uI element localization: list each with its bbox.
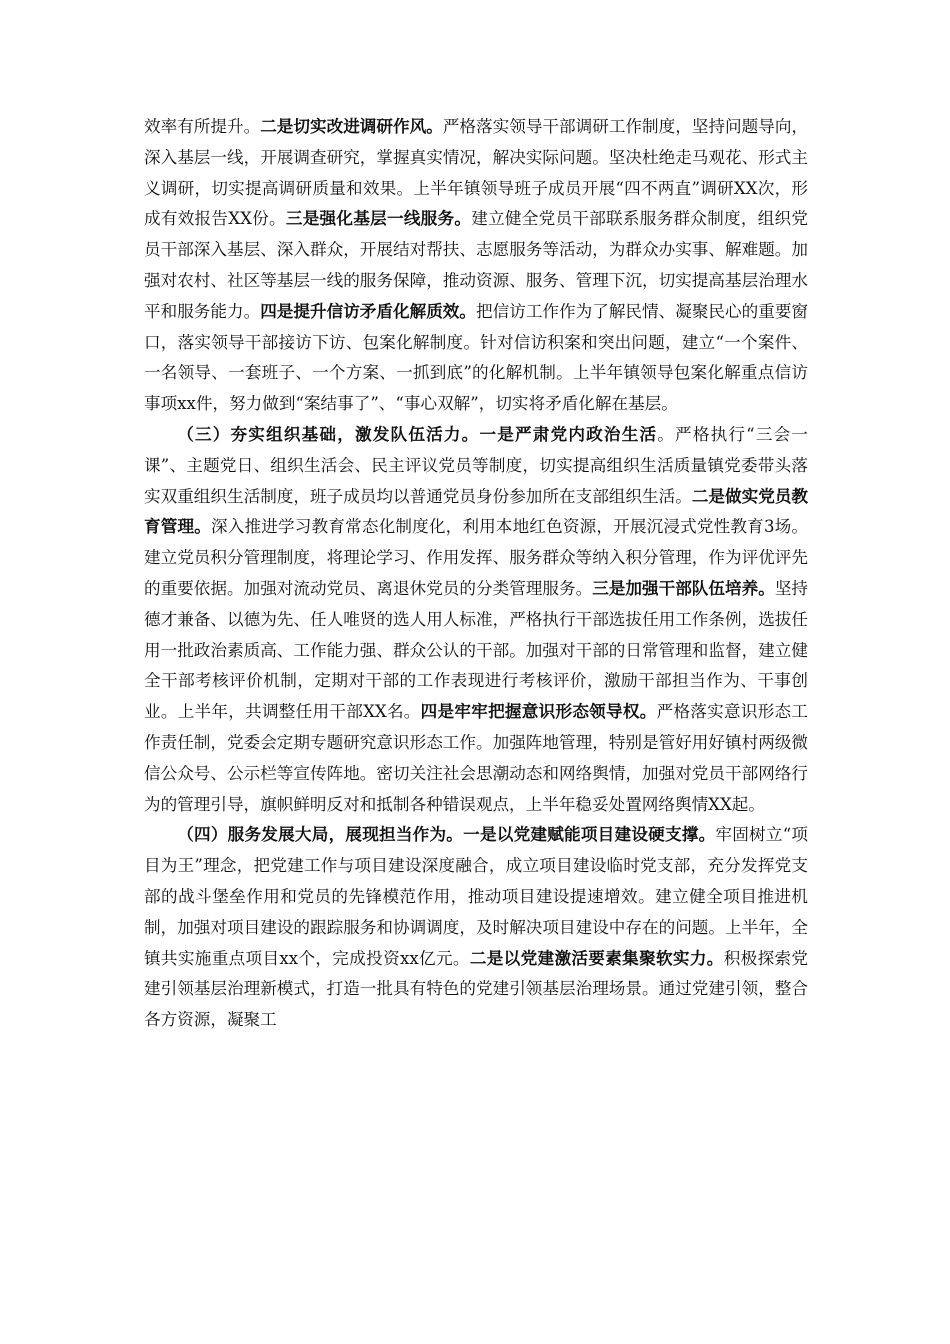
section-heading: （三）夯实组织基础，激发队伍活力。: [177, 424, 480, 444]
bold-heading-segment: 三是加强干部队伍培养。: [592, 578, 775, 598]
document-page: [144, 112, 808, 1036]
text-segment: 效率有所提升。: [144, 117, 261, 136]
text-segment: 坚持德才兼备、以德为先、任人唯贤的选人用人标准，严格执行干部选拔任用工作条例，选拔任用一批政治素质高、工作能力强、群众公认的干部。加强对干部的日常管理和监督，建立健全干部考核评价机制，定期对干部的工作表现进行考核评价，激励干部担当作为、干事创业。上半年，共调整任用干部XX名。: [144, 578, 809, 722]
bold-heading-segment: 三是强化基层一线服务。: [285, 209, 472, 229]
text-segment: 。严格执行“三会一课”、主题党日、组织生活会、民主评议党员等制度，切实提高组织生活质量镇党委带头落实双重组织生活制度，班子成员均以普通党员身份参加所在支部组织生活。: [144, 424, 809, 506]
section-heading: （四）服务发展大局，展现担当作为。: [177, 825, 464, 845]
text-segment: 严格落实领导干部调研工作制度，坚持问题导向，深入基层一线，开展调查研究，掌握真实情况，解决实际问题。坚决杜绝走马观花、形式主义调研，切实提高调研质量和效果。上半年镇领导班子成员开展“四不两直”调研XX次，形成有效报告XX份。: [144, 117, 809, 229]
paragraph-2: [144, 420, 808, 820]
text-segment: 建立健全党员干部联系服务群众制度，组织党员干部深入基层、深入群众，开展结对帮扶、志愿服务等活动，为群众办实事、解难题。加强对农村、社区等基层一线的服务保障，推动资源、服务、管理下沉，切实提高基层治理水平和服务能力。: [144, 209, 809, 321]
bold-heading-segment: 四是提升信访矛盾化解质效。: [260, 301, 477, 321]
bold-heading-segment: 四是牢牢把握意识形态领导权。: [420, 702, 657, 722]
bold-heading-segment: 一是严肃党内政治生活: [479, 424, 658, 444]
text-segment: 严格落实意识形态工作责任制，党委会定期专题研究意识形态工作。加强阵地管理，特别是管好用好镇村两级微信公众号、公示栏等宣传阵地。密切关注社会思潮动态和网络舆情，加强对党员干部网络行为的管理引导，旗帜鲜明反对和抵制各种错误观点，上半年稳妥处置网络舆情XX起。: [144, 702, 808, 814]
text-segment: 积极探索党建引领基层治理新模式，打造一批具有特色的党建引领基层治理场景。通过党建引领，整合各方资源，凝聚工: [144, 948, 809, 1030]
paragraph-3: [144, 820, 808, 1036]
paragraph-1: [144, 112, 808, 420]
bold-heading-segment: 二是做实党员教育管理。: [144, 486, 809, 537]
text-segment: 深入推进学习教育常态化制度化，利用本地红色资源，开展沉浸式党性教育3场。建立党员积分管理制度，将理论学习、作用发挥、服务群众等纳入积分管理，作为评优评先的重要依据。加强对流动党员、离退休党员的分类管理服务。: [144, 517, 809, 598]
bold-heading-segment: 二是以党建激活要素集聚软实力。: [469, 948, 724, 968]
bold-heading-segment: 二是切实改进调研作风。: [260, 117, 443, 136]
bold-heading-segment: 一是以党建赋能项目建设硬支撑。: [463, 825, 716, 845]
text-segment: 把信访工作作为了解民情、凝聚民心的重要窗口，落实领导干部接访下访、包案化解制度。针对信访积案和突出问题，建立“一个案件、一名领导、一套班子、一个方案、一抓到底”的化解机制。上半年镇领导包案化解重点信访事项xx件，努力做到“案结事了”、“事心双解”，切实将矛盾化解在基层。: [144, 301, 809, 414]
text-segment: 牢固树立“项目为王”理念，把党建工作与项目建设深度融合，成立项目建设临时党支部，充分发挥党支部的战斗堡垒作用和党员的先锋模范作用，推动项目建设提速增效。建立健全项目推进机制，加强对项目建设的跟踪服务和协调调度，及时解决项目建设中存在的问题。上半年，全镇共实施重点项目xx个，完成投资xx亿元。: [144, 825, 809, 968]
